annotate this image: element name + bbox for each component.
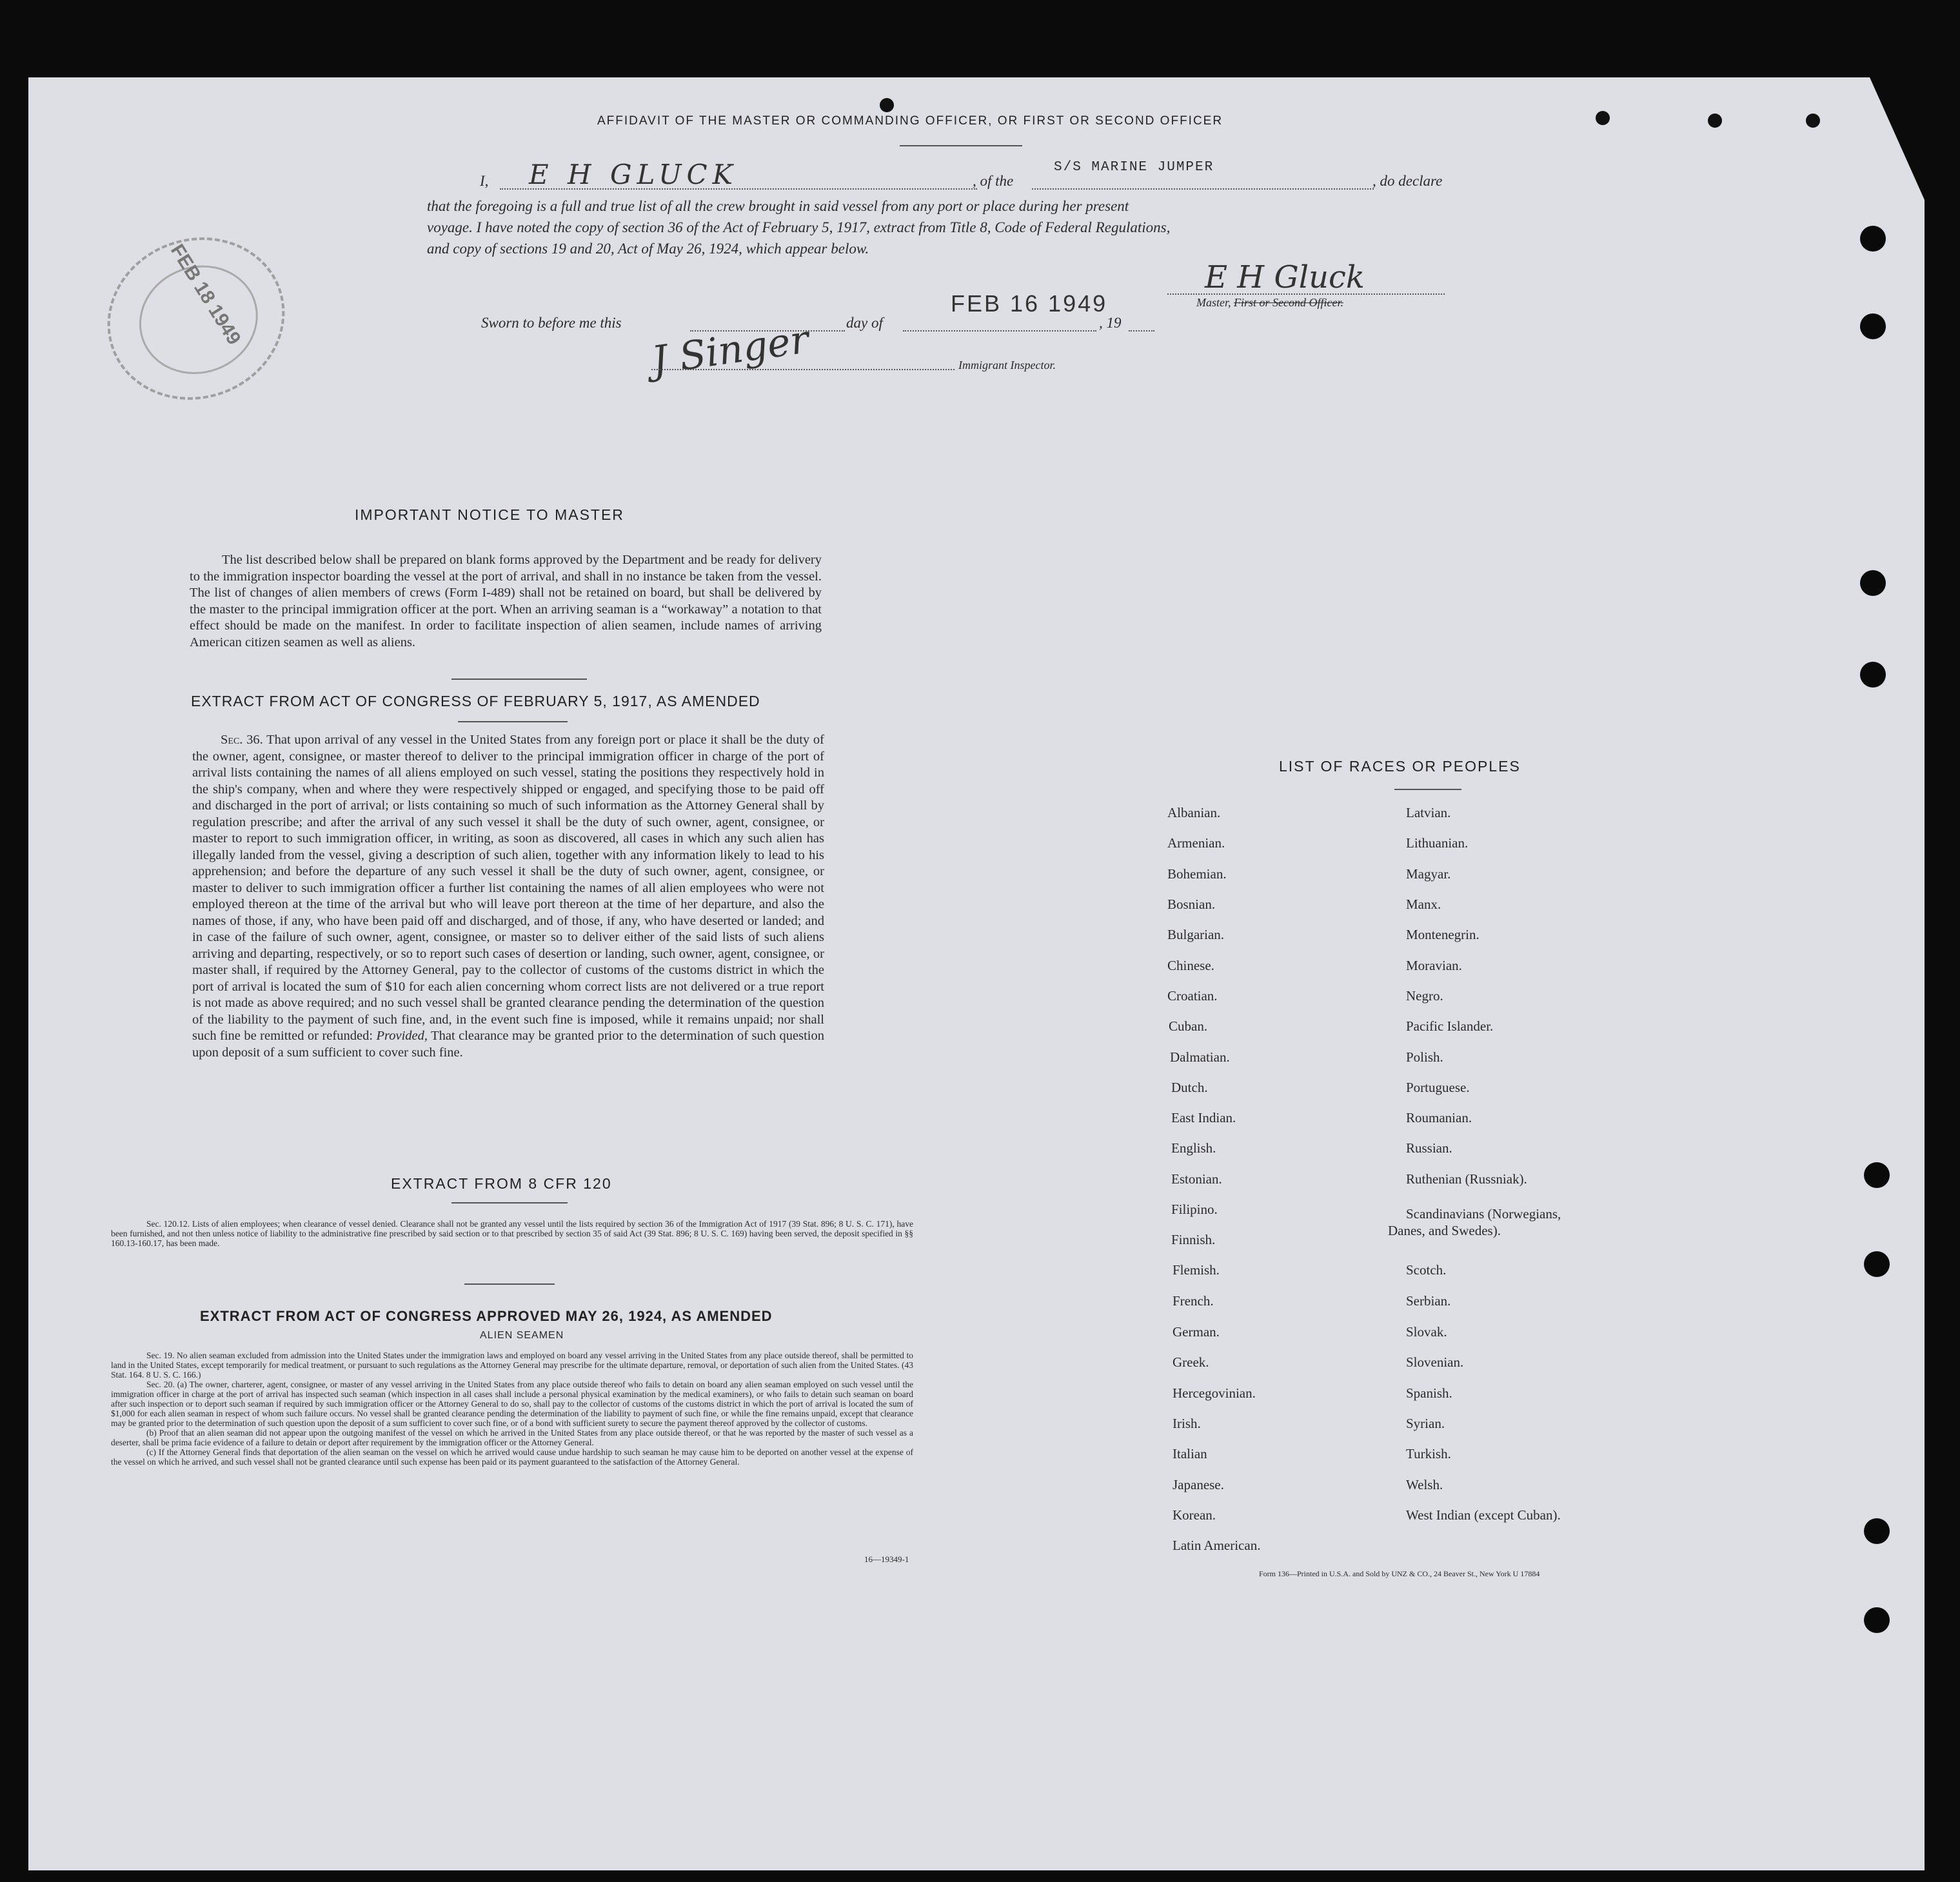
extract-1924-body	[111, 1351, 913, 1467]
year-suffix: , 19	[1099, 315, 1122, 331]
declarant-handwritten: E H GLUCK	[529, 159, 738, 190]
punch-hole	[1806, 114, 1820, 128]
divider	[1394, 789, 1461, 790]
race-item: Filipino.	[1171, 1202, 1218, 1217]
day-of-label: day of	[846, 315, 883, 331]
of-the-label: , of the	[973, 173, 1014, 189]
race-item: Danes, and Swedes).	[1388, 1223, 1501, 1238]
race-item: Greek.	[1173, 1354, 1209, 1370]
race-item: Flemish.	[1173, 1262, 1220, 1278]
race-item: West Indian (except Cuban).	[1406, 1507, 1561, 1523]
race-item: Negro.	[1406, 988, 1443, 1004]
race-item: Cuban.	[1169, 1018, 1208, 1034]
vessel-line	[1032, 188, 1374, 190]
do-declare-label: , do declare	[1372, 173, 1443, 189]
punch-hole	[1864, 1518, 1890, 1544]
inspector-signature-line	[651, 369, 955, 370]
master-signature: E H Gluck	[1205, 259, 1365, 295]
race-item: Bulgarian.	[1167, 927, 1225, 942]
section-20a-text: Sec. 20. (a) The owner, charterer, agent, consignee, or master of any vessel arriving in the United States from any place outside thereof who fails to detain on board any alien seaman employed on such vessel until the immigration officer in charge at the port of arrival has inspected such seaman (which inspection in all cases shall include a personal physical examination by the medical examiners), or who fails to detain such seaman on board after such inspection or to deport such seaman if required by such immigration officer or the Attorney General to do so, shall pay to the collector of customs of the customs district in which the port of arrival is located the sum of $1,000 for each alien seaman in respect of whom such failure occurs. No vessel shall be granted clearance pending the determination of the liability to payment of such fine, or while the fine remains unpaid, except that clearance may be granted prior to the determination of such question upon the deposit of a sum sufficient to cover such fine, or of a bond with sufficient surety to secure the payment thereof approved by the collector of customs.	[111, 1380, 913, 1428]
punch-hole	[1708, 114, 1722, 128]
affidavit-heading: AFFIDAVIT OF THE MASTER OR COMMANDING OFFICER, OR FIRST OR SECOND OFFICER	[597, 114, 1223, 128]
section-20c-text: (c) If the Attorney General finds that deportation of the alien seaman on the vessel on which he arrived would cause undue hardship to such seaman he may cause him to be deported on another vessel at the expense of the vessel on which he arrived, and such vessel shall not be granted clearance until such expense has been paid or its payment guaranteed to the satisfaction of the Attorney General.	[111, 1447, 913, 1467]
sworn-label: Sworn to before me this	[481, 315, 622, 331]
race-item: Latin American.	[1173, 1538, 1261, 1553]
punch-hole	[1860, 570, 1886, 596]
master-caption-prefix: Master,	[1196, 296, 1231, 309]
punch-hole	[1860, 313, 1886, 339]
race-item: Croatian.	[1167, 988, 1218, 1004]
race-item: Finnish.	[1171, 1232, 1216, 1247]
affidavit-body-line3: and copy of sections 19 and 20, Act of May 26, 1924, which appear below.	[427, 241, 869, 257]
race-item: Portuguese.	[1406, 1080, 1470, 1095]
race-item: Russian.	[1406, 1140, 1452, 1156]
race-item: Ruthenian (Russniak).	[1406, 1171, 1527, 1187]
race-item: Syrian.	[1406, 1416, 1445, 1431]
affidavit-i-label: I,	[480, 173, 489, 189]
race-item: German.	[1173, 1324, 1220, 1340]
form-footer: Form 136—Printed in U.S.A. and Sold by UNZ & CO., 24 Beaver St., New York U 17884	[1259, 1569, 1540, 1578]
date-line	[903, 330, 1096, 332]
race-item: Japanese.	[1173, 1477, 1224, 1492]
received-stamp-date: FEB 18 1949	[166, 241, 245, 349]
race-item: Turkish.	[1406, 1446, 1451, 1461]
affidavit-body-line1: that the foregoing is a full and true list of all the crew brought in said vessel from any port or place during her present	[427, 198, 1129, 214]
race-item: Italian	[1173, 1446, 1207, 1461]
divider	[900, 145, 1022, 146]
race-item: Manx.	[1406, 896, 1441, 912]
race-item: Welsh.	[1406, 1477, 1443, 1492]
date-stamp: FEB 16 1949	[951, 290, 1108, 317]
race-item: Albanian.	[1167, 805, 1221, 820]
race-item: Spanish.	[1406, 1385, 1452, 1401]
extract-1917-title: EXTRACT FROM ACT OF CONGRESS OF FEBRUARY 5, 1917, AS AMENDED	[191, 693, 760, 709]
extract-1924-subtitle: ALIEN SEAMEN	[480, 1330, 564, 1341]
race-item: Roumanian.	[1406, 1110, 1472, 1125]
races-title: LIST OF RACES OR PEOPLES	[1279, 758, 1521, 775]
master-caption-struck: First or Second Officer.	[1234, 296, 1343, 309]
section-36-label: Sec. 36.	[221, 733, 263, 747]
race-item: Scandinavians (Norwegians,	[1406, 1206, 1561, 1222]
section-19-text: Sec. 19. No alien seaman excluded from admission into the United States under the immigration laws and employed on board any vessel arriving in the United States from any place outside thereof, shall be permitted to land in the United States, except temporarily for medical treatment, or pursuant to such regulations as the Attorney General may prescribe for the ultimate departure, removal, or deportation of such alien from the United States. (43 Stat. 164. 8 U. S. C. 166.)	[111, 1351, 913, 1380]
master-caption	[1196, 296, 1343, 310]
race-item: English.	[1171, 1140, 1216, 1156]
year-line	[1129, 330, 1154, 332]
extract-cfr-title: EXTRACT FROM 8 CFR 120	[391, 1175, 612, 1192]
race-item: Montenegrin.	[1406, 927, 1480, 942]
race-item: French.	[1173, 1293, 1214, 1309]
punch-hole	[1860, 226, 1886, 252]
extract-1924-title: EXTRACT FROM ACT OF CONGRESS APPROVED MAY 26, 1924, AS AMENDED	[200, 1308, 773, 1324]
vessel-name: S/S MARINE JUMPER	[1054, 160, 1214, 175]
race-item: Moravian.	[1406, 958, 1462, 973]
race-item: Chinese.	[1167, 958, 1214, 973]
master-signature-line	[1167, 293, 1445, 295]
section-20b-text: (b) Proof that an alien seaman did not appear upon the outgoing manifest of the vessel on which he arrived in the United States from any place outside thereof, or that he was reported by the master of such vessel as a deserter, shall be prima facie evidence of a failure to detain or deport after requirement by the immigration officer or the Attorney General.	[111, 1428, 913, 1447]
race-item: Slovak.	[1406, 1324, 1447, 1340]
inspector-caption: Immigrant Inspector.	[958, 359, 1056, 371]
extract-1917-body	[192, 732, 824, 1061]
affidavit-body-line2: voyage. I have noted the copy of section 36 of the Act of February 5, 1917, extract from Title 8, Code of Federal Regulations,	[427, 219, 1171, 235]
race-item: Bohemian.	[1167, 866, 1227, 882]
punch-hole	[1864, 1251, 1890, 1277]
race-item: Serbian.	[1406, 1293, 1451, 1309]
race-item: East Indian.	[1171, 1110, 1236, 1125]
race-item: Armenian.	[1167, 835, 1225, 851]
divider	[458, 721, 568, 722]
race-item: Pacific Islander.	[1406, 1018, 1494, 1034]
extract-1924-footer-code: 16—19349-1	[864, 1554, 909, 1564]
race-item: Estonian.	[1171, 1171, 1222, 1187]
race-item: Hercegovinian.	[1173, 1385, 1256, 1401]
divider	[451, 679, 587, 680]
punch-hole	[1596, 111, 1610, 125]
proviso-text: That clearance may be granted prior to the determination of such question upon deposit of a sum sufficient to cover such fine.	[192, 1029, 825, 1060]
race-item: Dalmatian.	[1170, 1049, 1230, 1065]
race-item: Polish.	[1406, 1049, 1443, 1065]
race-item: Lithuanian.	[1406, 835, 1469, 851]
race-item: Magyar.	[1406, 866, 1451, 882]
race-item: Slovenian.	[1406, 1354, 1464, 1370]
divider	[451, 1202, 568, 1203]
race-item: Scotch.	[1406, 1262, 1447, 1278]
notice-body: The list described below shall be prepared on blank forms approved by the Department and be ready for delivery to the immigration inspector boarding the vessel at the port of arrival, and shall in no instance be taken from the vessel. The list of changes of alien members of crews (Form I-489) shall not be retained on board, but shall be delivered by the master to the principal immigration officer at the port. When an arriving seaman is a “workaway” a notation to that effect should be made on the manifest. In order to facilitate inspection of alien seamen, include names of arriving American citizen seamen as well as aliens.	[190, 553, 822, 649]
extract-cfr-body: Sec. 120.12. Lists of alien employees; when clearance of vessel denied. Clearance shall not be granted any vessel until the lists required by section 36 of the Immigration Act of 1917 (39 Stat. 896; 8 U. S. C. 171), have been furnished, and not then unless notice of liability to the administrative fine prescribed by said section or to that prescribed by section 35 of said Act (39 Stat. 896; 8 U. S. C. 169) having been served, the deposit specified in §§ 160.13-160.17, has been made.	[111, 1219, 913, 1248]
divider	[464, 1283, 555, 1285]
race-item: Bosnian.	[1167, 896, 1216, 912]
punch-hole	[880, 98, 894, 112]
notice-title: IMPORTANT NOTICE TO MASTER	[355, 506, 624, 523]
race-item: Irish.	[1173, 1416, 1201, 1431]
race-item: Dutch.	[1171, 1080, 1208, 1095]
proviso-label: Provided,	[376, 1029, 428, 1043]
punch-hole	[1860, 662, 1886, 688]
punch-hole	[1864, 1162, 1890, 1188]
inspector-signature: J Singer	[649, 317, 812, 384]
race-item: Latvian.	[1406, 805, 1451, 820]
punch-hole	[1864, 1607, 1890, 1633]
race-item: Korean.	[1173, 1507, 1216, 1523]
section-36-text: That upon arrival of any vessel in the United States from any foreign port or place it shall be the duty of the owner, agent, consignee, or master thereof to deliver to the principal immigration officer in charge of the port of arrival lists containing the names of all aliens employed on such vessel, stating the positions they respectively hold in the ship's company, when and where they were respectively shipped or engaged, and specifying those to be paid off and discharged in the port of arrival; or lists containing so much of such information as the Attorney General shall by regulation prescribe; and after the arrival of any such vessel it shall be the duty of such owner, agent, consignee, or master to report to such immigration officer, in writing, as soon as discovered, all cases in which any such alien has illegally landed from the vessel, giving a description of such alien, together with any information likely to lead to his apprehension; and before the departure of any such vessel it shall be the duty of such owner, agent, consignee, or master to deliver to such immigration officer a further list containing the names of all alien employees who were not employed thereon at the time of the arrival but who will leave port thereon at the time of her departure, and also the names of those, if any, who have been paid off and discharged, and of those, if any, who have deserted or landed; and in case of the failure of such owner, agent, consignee, or master so to deliver either of the said lists of such aliens arriving and departing, respectively, or so to report such cases of desertion or landing, such owner, agent, consignee, or master shall, if required by the Attorney General, pay to the collector of customs of the customs district in which the port of arrival is located the sum of $10 for each alien concerning whom correct lists are not delivered or a true report is not made as above required; and no such vessel shall be granted clearance pending the determination of the question of the liability to the payment of such fine, and, in the event such fine is imposed, while it remains unpaid; nor shall such fine be remitted or refunded:	[192, 733, 824, 1043]
